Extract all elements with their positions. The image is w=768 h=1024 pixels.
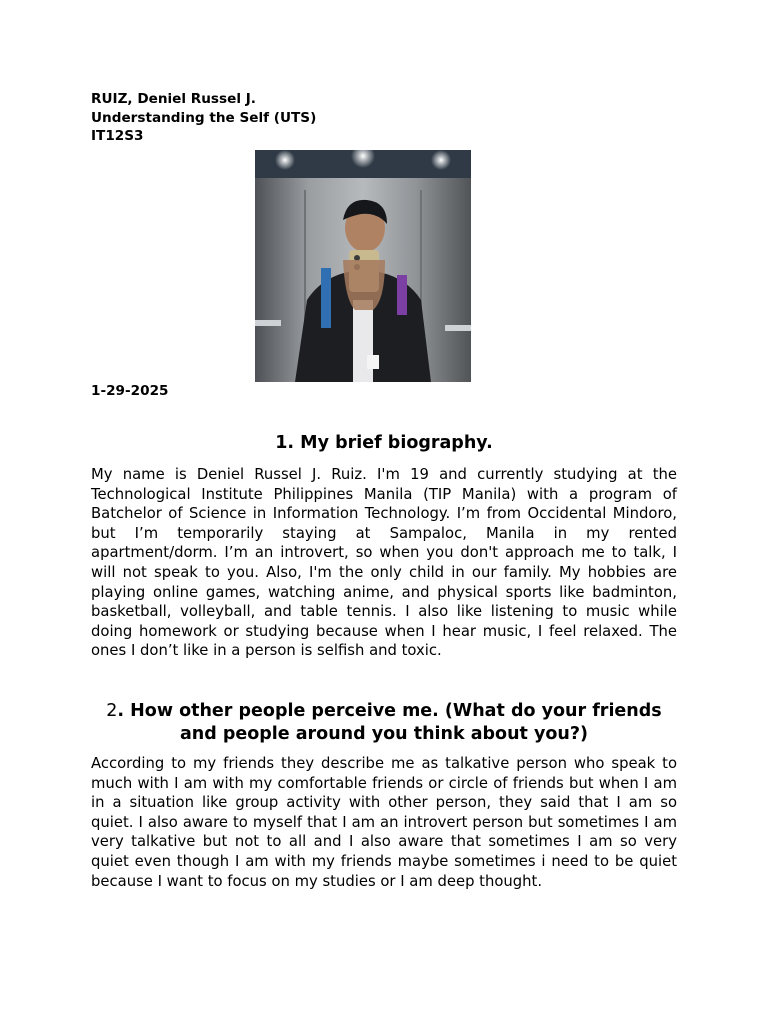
section2-paragraph: According to my friends they describe me as talkative person who speak to much with I am with my comfortable friends or circle of friends but when I am in a situation like group activity with other person, they said that I am so quiet. I also aware to myself that I am an introvert person but sometimes I am very talkative but not to all and I also aware that sometimes I am so very quiet even though I am with my friends maybe sometimes i need to be quiet because I want to focus on my studies or I am deep thought. <box>91 755 677 890</box>
section1-paragraph: My name is Deniel Russel J. Ruiz. I'm 19 and currently studying at the Technological Institute Philippines Manila (TIP Manila) with a program of Batchelor of Science in Information Technology. I’m from Occidental Mindoro, but I’m temporarily staying at Sampaloc, Manila in my rented apartment/dorm. I’m an introvert, so when you don't approach me to talk, I will not speak to you. Also, I'm the only child in our family. My hobbies are playing online games, watching anime, and physical sports like badminton, basketball, volleyball, and table tennis. I also like listening to music while doing homework or studying because when I hear music, I feel relaxed. The ones I don’t like in a person is selfish and toxic. <box>91 466 677 660</box>
section1-heading: 1. My brief biography. <box>275 433 493 453</box>
mirror-selfie-photo <box>255 150 471 382</box>
section2-heading-text: . How other people perceive me. (What do your friends and people around you think about you?) <box>117 701 662 744</box>
document-page <box>91 90 677 890</box>
section-code: IT12S3 <box>91 128 144 144</box>
section2-heading-number: 2 <box>106 701 118 721</box>
course-title: Understanding the Self (UTS) <box>91 109 317 126</box>
student-name: RUIZ, Deniel Russel J. <box>91 91 256 107</box>
document-date: 1-29-2025 <box>91 383 169 399</box>
section2-heading <box>91 700 677 746</box>
